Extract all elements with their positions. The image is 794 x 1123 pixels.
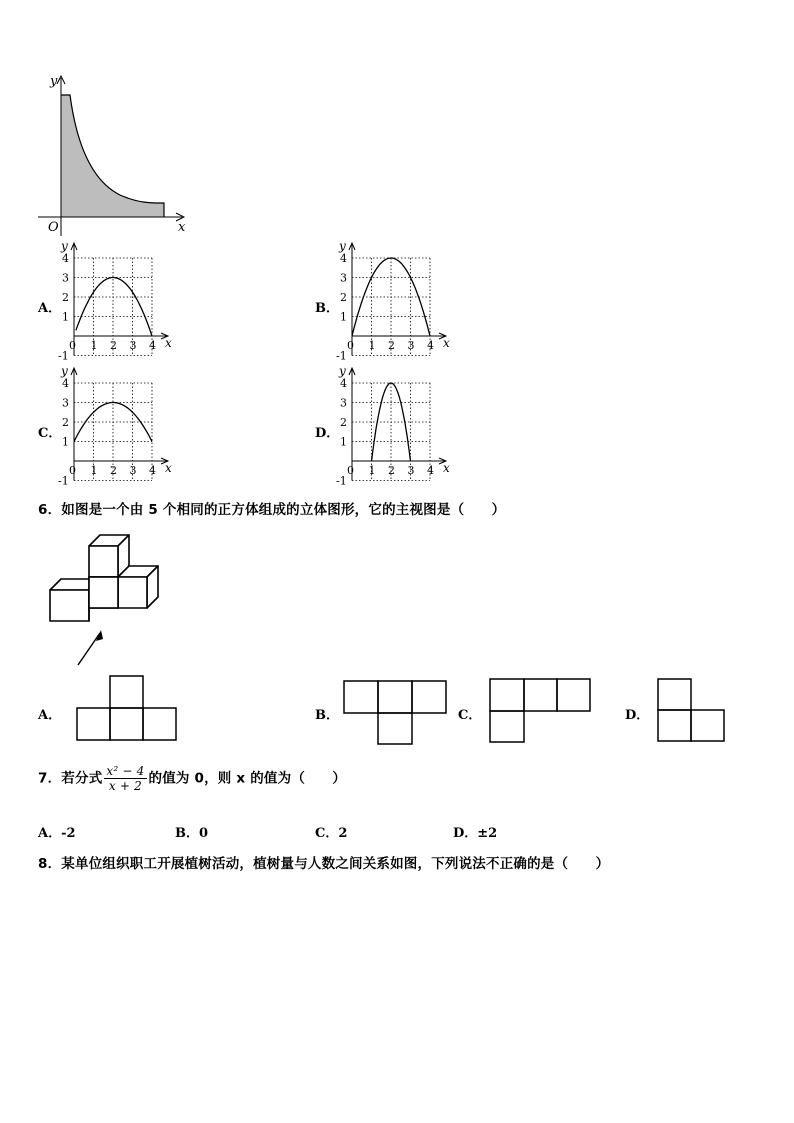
q7-option-b: B．0 [175,826,209,841]
x-tick-label: 3 [407,464,415,477]
q7-option-d: D．±2 [453,826,498,841]
y-axis-label: y [339,365,346,378]
y-tick-label: 2 [340,416,347,429]
question-7-text [38,764,346,793]
origin-label: O [48,220,59,235]
x-axis-label: x [165,461,172,475]
y-axis-label: y [61,365,68,378]
x-tick-label: 3 [407,339,415,352]
y-tick-label: 1 [340,310,347,324]
x-tick-label: 0 [347,339,354,352]
y-axis-label: y [339,240,346,253]
area-under-curve-graph [30,70,200,240]
y-tick-label: 2 [340,291,347,304]
x-tick-label: 2 [388,339,395,352]
x-axis-label: x [178,220,186,235]
x-tick-label: 3 [129,464,137,477]
x-tick-label: 0 [69,339,76,352]
x-tick-label: 0 [347,464,354,477]
y-tick-label: 3 [62,396,69,410]
x-tick-label: 1 [368,339,376,352]
q7-option-c: C．2 [315,826,348,841]
y-tick-label: 4 [340,252,347,265]
q7-prefix: 7．若分式 [38,770,103,787]
question-8-text: 8．某单位组织职工开展植树活动，植树量与人数之间关系如图，下列说法不正确的是（ ） [38,856,610,872]
x-axis-label: x [443,461,450,475]
q6-option-d-figure [656,677,728,745]
q7-suffix: 的值为 0，则 x 的值为（ ） [148,770,347,787]
y-axis-label: y [50,74,58,89]
y-tick-label: -1 [58,474,69,488]
q6-option-b-label: B． [315,708,339,723]
q6-option-c-figure [488,677,594,745]
q6-option-a-figure [76,674,180,744]
x-tick-label: 1 [368,464,376,477]
x-tick-label: 4 [149,464,156,477]
q6-option-d-label: D． [625,708,650,723]
question-6-text: 6．如图是一个由 5 个相同的正方体组成的立体图形，它的主视图是（ ） [38,502,506,518]
q6-option-b-figure [343,679,448,747]
x-tick-label: 4 [149,339,156,352]
y-tick-label: 1 [340,435,347,449]
y-tick-label: 4 [62,377,69,390]
x-tick-label: 0 [69,464,76,477]
x-tick-label: 4 [427,464,434,477]
x-tick-label: 1 [90,464,98,477]
x-tick-label: 3 [129,339,137,352]
y-tick-label: 3 [340,396,347,410]
y-axis-label: y [61,240,68,253]
q6-option-c-label: C． [458,708,482,723]
y-tick-label: 1 [62,310,69,324]
x-tick-label: 2 [110,464,117,477]
option-c-graph [55,365,185,490]
function-curve [76,278,152,337]
y-tick-label: 4 [62,252,69,265]
q7-numerator: x² − 4 [106,764,145,778]
y-tick-label: 3 [340,271,347,285]
y-tick-label: 1 [62,435,69,449]
y-tick-label: -1 [58,349,69,363]
cube-solid-figure [40,530,170,670]
y-tick-label: -1 [336,349,347,363]
y-tick-label: 4 [340,377,347,390]
option-b-graph [333,240,463,365]
option-d-label: D． [315,426,340,441]
x-tick-label: 1 [90,339,98,352]
option-a-label: A． [38,301,62,316]
x-axis-label: x [165,336,172,350]
q7-option-a: A．-2 [38,826,76,841]
q7-fraction [104,764,146,793]
y-tick-label: 2 [62,291,69,304]
y-tick-label: -1 [336,474,347,488]
y-tick-label: 2 [62,416,69,429]
q6-option-a-label: A． [38,708,62,723]
option-a-graph [55,240,185,365]
y-tick-label: 3 [62,271,69,285]
x-tick-label: 2 [110,339,117,352]
x-axis-label: x [443,336,450,350]
x-tick-label: 4 [427,339,434,352]
option-d-graph [333,365,463,490]
q7-denominator: x + 2 [108,779,142,793]
option-c-label: C． [38,426,62,441]
x-tick-label: 2 [388,464,395,477]
option-b-label: B． [315,301,339,316]
